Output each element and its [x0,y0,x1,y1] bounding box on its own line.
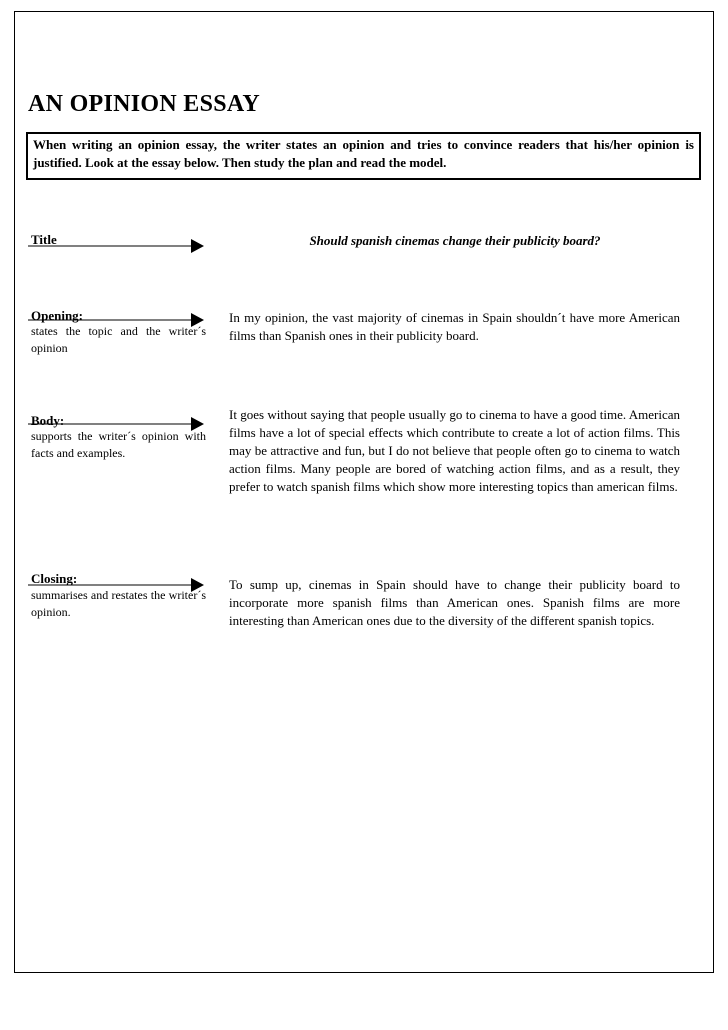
body-paragraph: It goes without saying that people usually go to cinema to have a good time. American films have a lot of special effects which contribute to create a lot of action films. This may be attractive and fun, but I do not believe that people often go to cinema to watch action films. Many people are bored of watching action films, and as a result, they prefer to watch spanish films which show more interesting topics than american films. [229,407,680,494]
opening-paragraph: In my opinion, the vast majority of cinemas in Spain shouldn´t have more American films than Spanish ones in their publicity board. [229,310,680,343]
essay-title: Should spanish cinemas change their publicity board? [309,233,601,248]
arrow-right-icon [28,239,204,253]
opening-label: Opening: [31,308,84,323]
opening-description: states the topic and the writer´s opinion [31,324,206,355]
closing-paragraph: To sump up, cinemas in Spain should have to change their publicity board to incorporate more spanish films than American ones. Spanish films are more interesting than American ones due to the diversity of the different spanish topics. [229,577,680,628]
closing-label: Closing: [31,571,78,586]
body-description: supports the writer´s opinion with facts and examples. [31,429,206,460]
intro-box: When writing an opinion essay, the writer states an opinion and tries to convince readers that his/her opinion is justified. Look at the essay below. Then study the plan and read the model. [26,132,701,180]
body-label: Body: [31,413,65,428]
closing-description: summarises and restates the writer´s opinion. [31,588,206,619]
page-title: AN OPINION ESSAY [28,91,260,117]
title-label: Title [31,232,57,247]
